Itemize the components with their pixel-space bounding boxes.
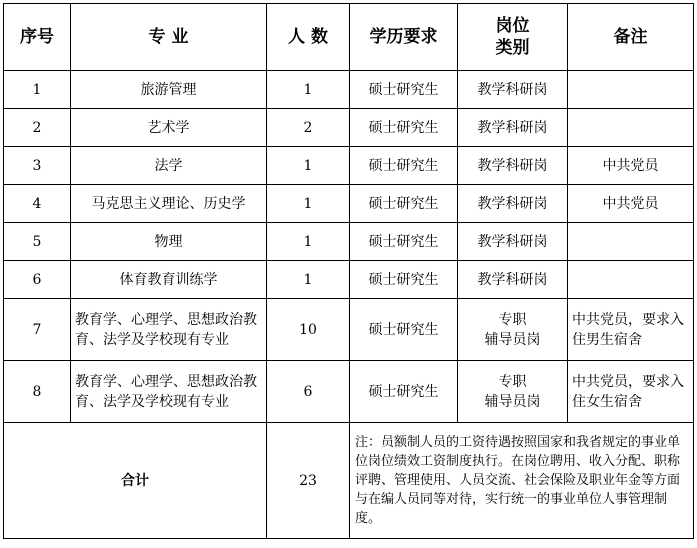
header-post-line1: 岗位: [495, 16, 530, 36]
table-row: [4, 299, 694, 361]
cell-seq: 1: [4, 71, 71, 109]
cell-post-line2: 辅导员岗: [484, 393, 541, 410]
cell-post: 教学科研岗: [458, 147, 568, 185]
total-note: 注：员额制人员的工资待遇按照国家和我省规定的事业单位岗位绩效工资制度执行。在岗位聘用、收入分配、职称评聘、管理使用、人员交流、社会保险及职业年金等方面与在编人员同等对待，实行统一的事业单位人事管理制度。: [350, 423, 694, 539]
cell-post: 教学科研岗: [458, 109, 568, 147]
cell-major: 法学: [71, 147, 267, 185]
cell-remarks: 中共党员: [568, 147, 694, 185]
total-row: [4, 423, 694, 539]
table-row: [4, 109, 694, 147]
cell-count: 1: [267, 223, 350, 261]
cell-seq: 6: [4, 261, 71, 299]
cell-count: 1: [267, 261, 350, 299]
cell-post-line1: 专职: [498, 373, 527, 390]
cell-post-line2: 辅导员岗: [484, 331, 541, 348]
cell-major: 教育学、心理学、思想政治教育、法学及学校现有专业: [71, 361, 267, 423]
header-row: [4, 4, 694, 71]
cell-post: 教学科研岗: [458, 185, 568, 223]
cell-major: 体育教育训练学: [71, 261, 267, 299]
cell-major: 旅游管理: [71, 71, 267, 109]
cell-major: 教育学、心理学、思想政治教育、法学及学校现有专业: [71, 299, 267, 361]
cell-post: [458, 361, 568, 423]
cell-remarks: [568, 71, 694, 109]
total-count: 23: [267, 423, 350, 539]
recruitment-table: [3, 3, 694, 539]
cell-education: 硕士研究生: [350, 261, 458, 299]
cell-count: 1: [267, 71, 350, 109]
cell-major: 艺术学: [71, 109, 267, 147]
table-row: [4, 223, 694, 261]
cell-count: 1: [267, 185, 350, 223]
cell-count: 10: [267, 299, 350, 361]
cell-remarks: 中共党员，要求入住女生宿舍: [568, 361, 694, 423]
cell-count: 2: [267, 109, 350, 147]
cell-seq: 4: [4, 185, 71, 223]
cell-count: 6: [267, 361, 350, 423]
table-row: [4, 261, 694, 299]
cell-major: 马克思主义理论、历史学: [71, 185, 267, 223]
cell-seq: 3: [4, 147, 71, 185]
cell-post: [458, 299, 568, 361]
cell-education: 硕士研究生: [350, 109, 458, 147]
total-label: 合计: [4, 423, 267, 539]
header-post: [458, 4, 568, 71]
header-education: 学历要求: [350, 4, 458, 71]
table-row: [4, 71, 694, 109]
cell-seq: 8: [4, 361, 71, 423]
header-post-line2: 类别: [495, 38, 530, 58]
cell-education: 硕士研究生: [350, 185, 458, 223]
table-row: [4, 185, 694, 223]
cell-remarks: 中共党员，要求入住男生宿舍: [568, 299, 694, 361]
cell-post-line1: 专职: [498, 311, 527, 328]
cell-seq: 7: [4, 299, 71, 361]
cell-education: 硕士研究生: [350, 361, 458, 423]
header-seq: 序号: [4, 4, 71, 71]
cell-remarks: [568, 261, 694, 299]
cell-post: 教学科研岗: [458, 261, 568, 299]
cell-post: 教学科研岗: [458, 71, 568, 109]
cell-seq: 2: [4, 109, 71, 147]
cell-remarks: [568, 223, 694, 261]
header-major: 专 业: [71, 4, 267, 71]
cell-post: 教学科研岗: [458, 223, 568, 261]
header-count: 人 数: [267, 4, 350, 71]
cell-education: 硕士研究生: [350, 71, 458, 109]
header-remarks: 备注: [568, 4, 694, 71]
cell-count: 1: [267, 147, 350, 185]
cell-seq: 5: [4, 223, 71, 261]
table-row: [4, 147, 694, 185]
cell-remarks: [568, 109, 694, 147]
cell-major: 物理: [71, 223, 267, 261]
cell-education: 硕士研究生: [350, 147, 458, 185]
cell-education: 硕士研究生: [350, 299, 458, 361]
table-row: [4, 361, 694, 423]
cell-remarks: 中共党员: [568, 185, 694, 223]
cell-education: 硕士研究生: [350, 223, 458, 261]
